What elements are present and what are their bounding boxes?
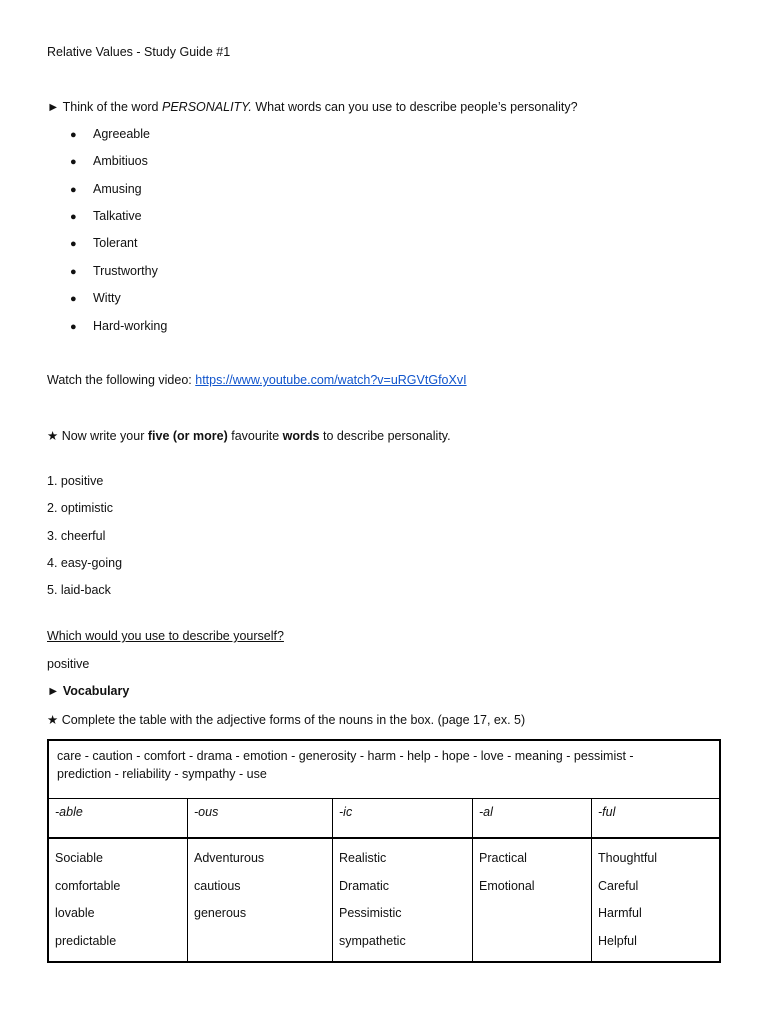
- table-word: Harmful: [598, 906, 642, 920]
- table-word: Emotional: [479, 878, 535, 893]
- section-heading-vocabulary: [47, 683, 129, 699]
- table-columns: [49, 799, 719, 961]
- bullet-icon: ●: [70, 266, 77, 278]
- list-item: [70, 235, 137, 252]
- column-cell: [592, 839, 719, 961]
- table-word: generous: [194, 906, 247, 920]
- list-item-label: Agreeable: [93, 127, 150, 141]
- question-emphasis-2: words: [282, 429, 320, 443]
- vocabulary-table: [47, 739, 721, 963]
- column-cell: [49, 839, 187, 961]
- answer-item: 2. optimistic: [47, 501, 113, 515]
- table-word: Adventurous: [194, 851, 265, 865]
- bullet-icon: ●: [70, 156, 77, 168]
- table-column: [333, 799, 473, 961]
- table-word: sympathetic: [339, 933, 406, 948]
- answer-item: 3. cheerful: [47, 529, 106, 543]
- question-emphasis: five (or more): [147, 429, 228, 443]
- question-mid: favourite: [231, 429, 280, 443]
- table-column: [188, 799, 333, 961]
- column-header: -ous: [188, 799, 332, 839]
- column-cell: [188, 839, 332, 961]
- list-item-label: Talkative: [93, 209, 142, 223]
- table-word: Helpful: [598, 933, 637, 948]
- video-label: Watch the following video:: [47, 373, 192, 387]
- list-item-label: Tolerant: [93, 236, 138, 250]
- question-personality: [47, 99, 578, 115]
- list-item: [70, 208, 142, 225]
- video-instruction: [47, 372, 467, 388]
- question-keyword: PERSONALITY.: [162, 100, 252, 114]
- list-item-label: Trustworthy: [93, 264, 158, 278]
- table-column: [49, 799, 188, 961]
- table-word: comfortable: [55, 878, 121, 893]
- column-header: -ic: [333, 799, 472, 839]
- table-word: Careful: [598, 878, 639, 893]
- column-cell: [333, 839, 472, 961]
- bullet-icon: ●: [70, 293, 77, 305]
- question-complete-table: [47, 712, 525, 728]
- question-rest: What words can you use to describe people’s personality?: [255, 100, 578, 114]
- question-pre: Now write your: [61, 429, 145, 443]
- list-item: [70, 153, 148, 170]
- answer-item: 5. laid-back: [47, 583, 111, 597]
- table-column: [473, 799, 592, 961]
- table-word: Pessimistic: [339, 906, 402, 920]
- arrow-icon: ►: [47, 100, 60, 114]
- list-item: [70, 181, 142, 198]
- answer-describe-yourself: positive: [47, 657, 90, 671]
- video-link[interactable]: https://www.youtube.com/watch?v=uRGVtGfoXvI: [195, 373, 467, 387]
- answer-item: 4. easy-going: [47, 556, 123, 570]
- bullet-icon: ●: [70, 211, 77, 223]
- star-icon: ★: [47, 713, 59, 727]
- answer-item: 1. positive: [47, 474, 104, 488]
- list-item: [70, 318, 167, 335]
- bullet-icon: ●: [70, 321, 77, 333]
- bullet-icon: ●: [70, 184, 77, 196]
- list-item: [70, 126, 150, 143]
- word-box-line: prediction - reliability - sympathy - use: [57, 767, 267, 781]
- table-column: [592, 799, 719, 961]
- table-word: Sociable: [55, 851, 103, 865]
- column-header: -ful: [592, 799, 719, 839]
- list-item-label: Hard-working: [93, 319, 168, 333]
- question-describe-yourself: Which would you use to describe yourself?: [47, 629, 284, 643]
- column-cell: [473, 839, 591, 961]
- list-item: [70, 263, 158, 280]
- column-header: -able: [49, 799, 187, 839]
- table-word: Thoughtful: [598, 851, 658, 865]
- table-word: predictable: [55, 933, 117, 948]
- table-word: Realistic: [339, 851, 387, 865]
- arrow-icon: ►: [47, 684, 60, 698]
- question-text: Complete the table with the adjective forms of the nouns in the box. (page 17, ex. 5): [61, 713, 526, 727]
- question-lead: Think of the word: [62, 100, 159, 114]
- list-item-label: Ambitiuos: [93, 154, 148, 168]
- list-item-label: Witty: [93, 291, 121, 305]
- bullet-icon: ●: [70, 238, 77, 250]
- question-post: to describe personality.: [322, 429, 451, 443]
- table-word: Dramatic: [339, 878, 390, 893]
- table-word: cautious: [194, 878, 241, 893]
- bullet-icon: ●: [70, 129, 77, 141]
- table-word: lovable: [55, 906, 95, 920]
- column-header: -al: [473, 799, 591, 839]
- question-favourite-words: [47, 428, 451, 444]
- section-label: Vocabulary: [62, 684, 130, 698]
- star-icon: ★: [47, 429, 59, 443]
- word-box-line: care - caution - comfort - drama - emotion - generosity - harm - help - hope - love - meaning - pessimist -: [57, 749, 634, 763]
- list-item: [70, 290, 121, 307]
- table-word: Practical: [479, 851, 527, 865]
- word-box: [49, 741, 719, 799]
- list-item-label: Amusing: [93, 182, 142, 196]
- page-title: Relative Values - Study Guide #1: [47, 45, 231, 59]
